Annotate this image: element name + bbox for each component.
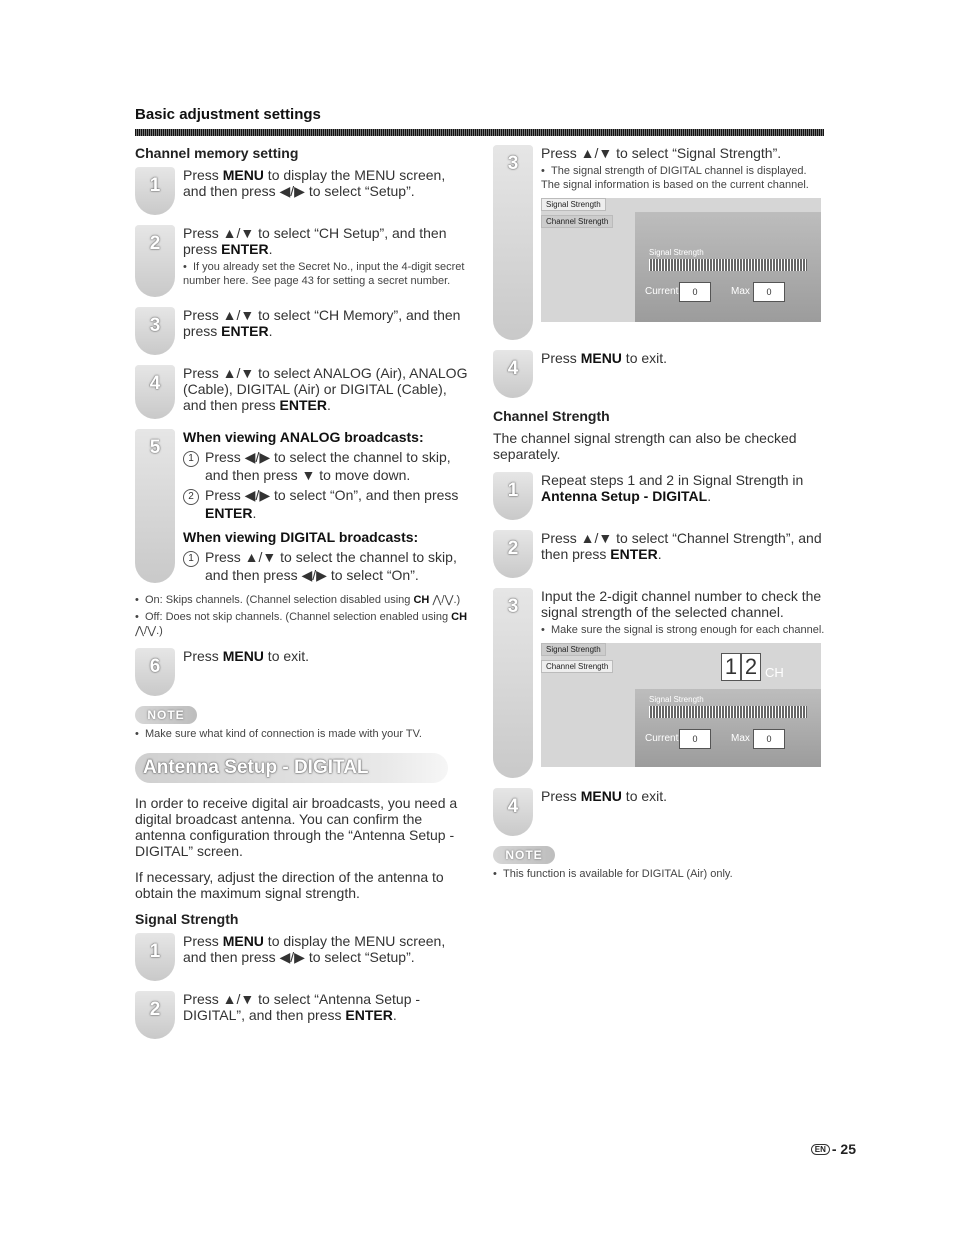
screen-tab-channel: Channel Strength (541, 660, 613, 673)
ss-step-3: 3 Press ▲/▼ to select “Signal Strength”. • The signal strength of DIGITAL channel is displayed. The signal information is based on the current channel. Signal Strength Channel Strength Signal Strength Current 0 Max 0 (493, 145, 828, 340)
screen-tab-signal: Signal Strength (541, 643, 606, 656)
digital-title: When viewing DIGITAL broadcasts: (183, 529, 419, 545)
step-badge-icon: 2 (135, 991, 175, 1039)
cm-step-5 (135, 429, 470, 583)
step-badge-icon: 3 (135, 307, 175, 355)
current-value: 0 (679, 282, 711, 302)
left-column (135, 145, 470, 1049)
note-badge-icon: NOTE (493, 846, 555, 864)
step-badge-icon: 3 (493, 145, 533, 340)
en-language-icon: EN (811, 1144, 830, 1155)
current-value: 0 (679, 729, 711, 749)
step-badge-icon: 1 (493, 472, 533, 520)
screen-tab-signal: Signal Strength (541, 198, 606, 211)
cs-step-3: 3 Input the 2-digit channel number to check the signal strength of the selected channel. • Make sure the signal is strong enough for each channel. Signal Strength Channel Strength 1 2 CH Signal Strength Current 0 Max 0 (493, 588, 828, 778)
channel-strength-title: Channel Strength (493, 408, 610, 424)
ss-step-2: 2 Press ▲/▼ to select “Antenna Setup - DIGITAL”, and then press ENTER. (135, 991, 470, 1039)
digital-item-1: 1 Press ▲/▼ to select the channel to skip, and then press ◀/▶ to select “On”. (183, 549, 470, 583)
note-text-left: • Make sure what kind of connection is made with your TV. (135, 728, 422, 740)
channel-memory-title: Channel memory setting (135, 145, 299, 161)
right-column (493, 145, 828, 881)
cm-step-3: 3 Press ▲/▼ to select “CH Memory”, and then press ENTER. (135, 307, 470, 355)
note-text-right: • This function is available for DIGITAL (Air) only. (493, 868, 733, 880)
max-value: 0 (753, 729, 785, 749)
page-header-title: Basic adjustment settings (135, 106, 321, 123)
ss-step-1: 1 Press MENU to display the MENU screen, and then press ◀/▶ to select “Setup”. (135, 933, 470, 981)
step-badge-icon: 4 (493, 350, 533, 398)
cm-step-1: 1 Press MENU to display the MENU screen, and then press ◀/▶ to select “Setup”. (135, 167, 470, 215)
antenna-para-2: If necessary, adjust the direction of the antenna to obtain the maximum signal strength. (135, 869, 444, 901)
cs-step-4: 4 Press MENU to exit. (493, 788, 828, 836)
analog-item-1: 1 Press ◀/▶ to select the channel to skip, and then press ▼ to move down. (183, 449, 470, 483)
cs-step-1: 1 Repeat steps 1 and 2 in Signal Strength in Antenna Setup - DIGITAL. (493, 472, 828, 520)
skip-bullet-on: • On: Skips channels. (Channel selection disabled using CH ⋀/⋁.) (135, 594, 461, 606)
step-badge-icon: 1 (135, 933, 175, 981)
analog-item-2: 2 Press ◀/▶ to select “On”, and then press ENTER. (183, 487, 470, 521)
cs-step-3-note: • Make sure the signal is strong enough for each channel. (541, 624, 825, 636)
current-label: Current (645, 733, 679, 744)
antenna-para-1: In order to receive digital air broadcasts, you need a digital broadcast antenna. You can confirm the antenna configuration through the “Antenna Setup - DIGITAL” screen. (135, 795, 458, 859)
max-value: 0 (753, 282, 785, 302)
ss-step-4: 4 Press MENU to exit. (493, 350, 828, 398)
cs-step-2: 2 Press ▲/▼ to select “Channel Strength”, and then press ENTER. (493, 530, 828, 578)
step-badge-icon: 1 (135, 167, 175, 215)
antenna-setup-banner: Antenna Setup - DIGITAL (135, 753, 448, 783)
signal-strength-title: Signal Strength (135, 911, 239, 927)
channel-digit-1: 1 (721, 653, 741, 681)
screen-signal-label: Signal Strength (649, 695, 704, 704)
header-rule (135, 129, 824, 136)
screen-panel (635, 212, 821, 322)
max-label: Max (731, 733, 750, 744)
current-label: Current (645, 286, 679, 297)
screen-panel (635, 689, 821, 767)
signal-bar (649, 706, 807, 718)
cm-step-4: 4 Press ▲/▼ to select ANALOG (Air), ANALOG (Cable), DIGITAL (Air) or DIGITAL (Cable), and then press ENTER. (135, 365, 470, 419)
analog-title: When viewing ANALOG broadcasts: (183, 429, 424, 445)
step-badge-icon: 2 (135, 225, 175, 297)
page-number: EN - 25 (811, 1141, 856, 1157)
cm-step-2: 2 Press ▲/▼ to select “CH Setup”, and then press ENTER. • If you already set the Secret No., input the 4-digit secret number here. See page 43 for setting a secret number. (135, 225, 470, 297)
signal-bar (649, 259, 807, 271)
signal-strength-screen (541, 198, 821, 322)
step-badge-icon: 4 (493, 788, 533, 836)
channel-ch-label: CH (765, 665, 784, 680)
ss-step-3-note: • The signal strength of DIGITAL channel is displayed. The signal information is based on the current channel. (541, 165, 809, 191)
max-label: Max (731, 286, 750, 297)
step-badge-icon: 6 (135, 648, 175, 696)
channel-strength-para: The channel signal strength can also be checked separately. (493, 430, 797, 462)
cm-step-2-note: • If you already set the Secret No., input the 4-digit secret number here. See page 43 for setting a secret number. (183, 261, 465, 287)
screen-signal-label: Signal Strength (649, 248, 704, 257)
channel-digit-2: 2 (741, 653, 761, 681)
cm-step-6: 6 Press MENU to exit. (135, 648, 470, 696)
step-badge-icon: 5 (135, 429, 175, 583)
step-badge-icon: 4 (135, 365, 175, 419)
skip-bullet-off: • Off: Does not skip channels. (Channel selection enabled using CH ⋀/⋁.) (135, 611, 468, 637)
note-badge-icon: NOTE (135, 706, 197, 724)
step-badge-icon: 2 (493, 530, 533, 578)
channel-strength-screen (541, 643, 821, 767)
step-badge-icon: 3 (493, 588, 533, 778)
screen-tab-channel: Channel Strength (541, 215, 613, 228)
